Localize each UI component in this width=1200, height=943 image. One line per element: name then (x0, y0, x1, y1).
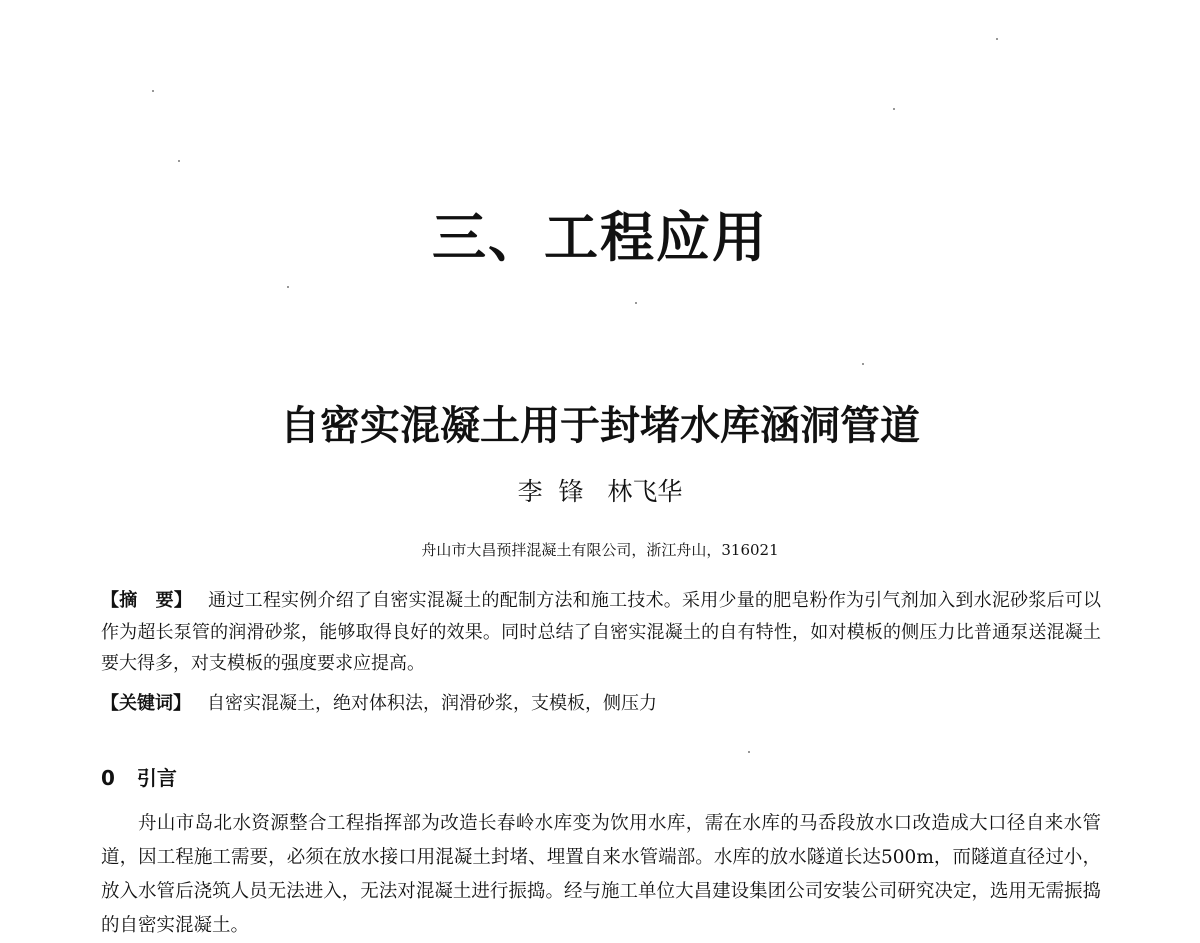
section-number: 0 (101, 766, 115, 790)
abstract-text: 通过工程实例介绍了自密实混凝土的配制方法和施工技术。采用少量的肥皂粉作为引气剂加入到水泥砂浆后可以作为超长泵管的润滑砂浆，能够取得良好的效果。同时总结了自密实混凝土的自有特性，如对模板的侧压力比普通泵送混凝土要大得多，对支模板的强度要求应提高。 (101, 590, 1102, 674)
scan-speck (635, 302, 637, 304)
scan-speck (287, 286, 289, 288)
scan-speck (178, 160, 180, 162)
keywords (101, 688, 1101, 720)
scan-speck (152, 90, 154, 92)
section-heading: 三、工程应用 (432, 206, 768, 269)
introduction-paragraph: 舟山市岛北水资源整合工程指挥部为改造长春岭水库变为饮用水库，需在水库的马岙段放水口改造成大口径自来水管道，因工程施工需要，必须在放水接口用混凝土封堵、埋置自来水管端部。水库的放水隧道长达500m，而隧道直径过小，放入水管后浇筑人员无法进入，无法对混凝土进行振捣。经与施工单位大昌建设集团公司安装公司研究决定，选用无需振捣的自密实混凝土。 (101, 813, 1101, 936)
scan-speck (862, 363, 864, 365)
keywords-label: 【关键词】 (101, 693, 191, 714)
scan-speck (893, 108, 895, 110)
article-title: 自密实混凝土用于封堵水库涵洞管道 (280, 402, 920, 449)
introduction-heading (101, 763, 177, 793)
scan-speck (996, 38, 998, 40)
keywords-text: 自密实混凝土，绝对体积法，润滑砂浆，支模板，侧压力 (207, 693, 657, 714)
section-title: 引言 (136, 766, 177, 790)
affiliation: 舟山市大昌预拌混凝土有限公司，浙江舟山，316021 (421, 541, 779, 559)
abstract-label: 【摘 要】 (101, 590, 193, 611)
authors: 李 锋 林飞华 (517, 477, 683, 506)
abstract (101, 585, 1101, 680)
scan-speck (748, 751, 750, 753)
